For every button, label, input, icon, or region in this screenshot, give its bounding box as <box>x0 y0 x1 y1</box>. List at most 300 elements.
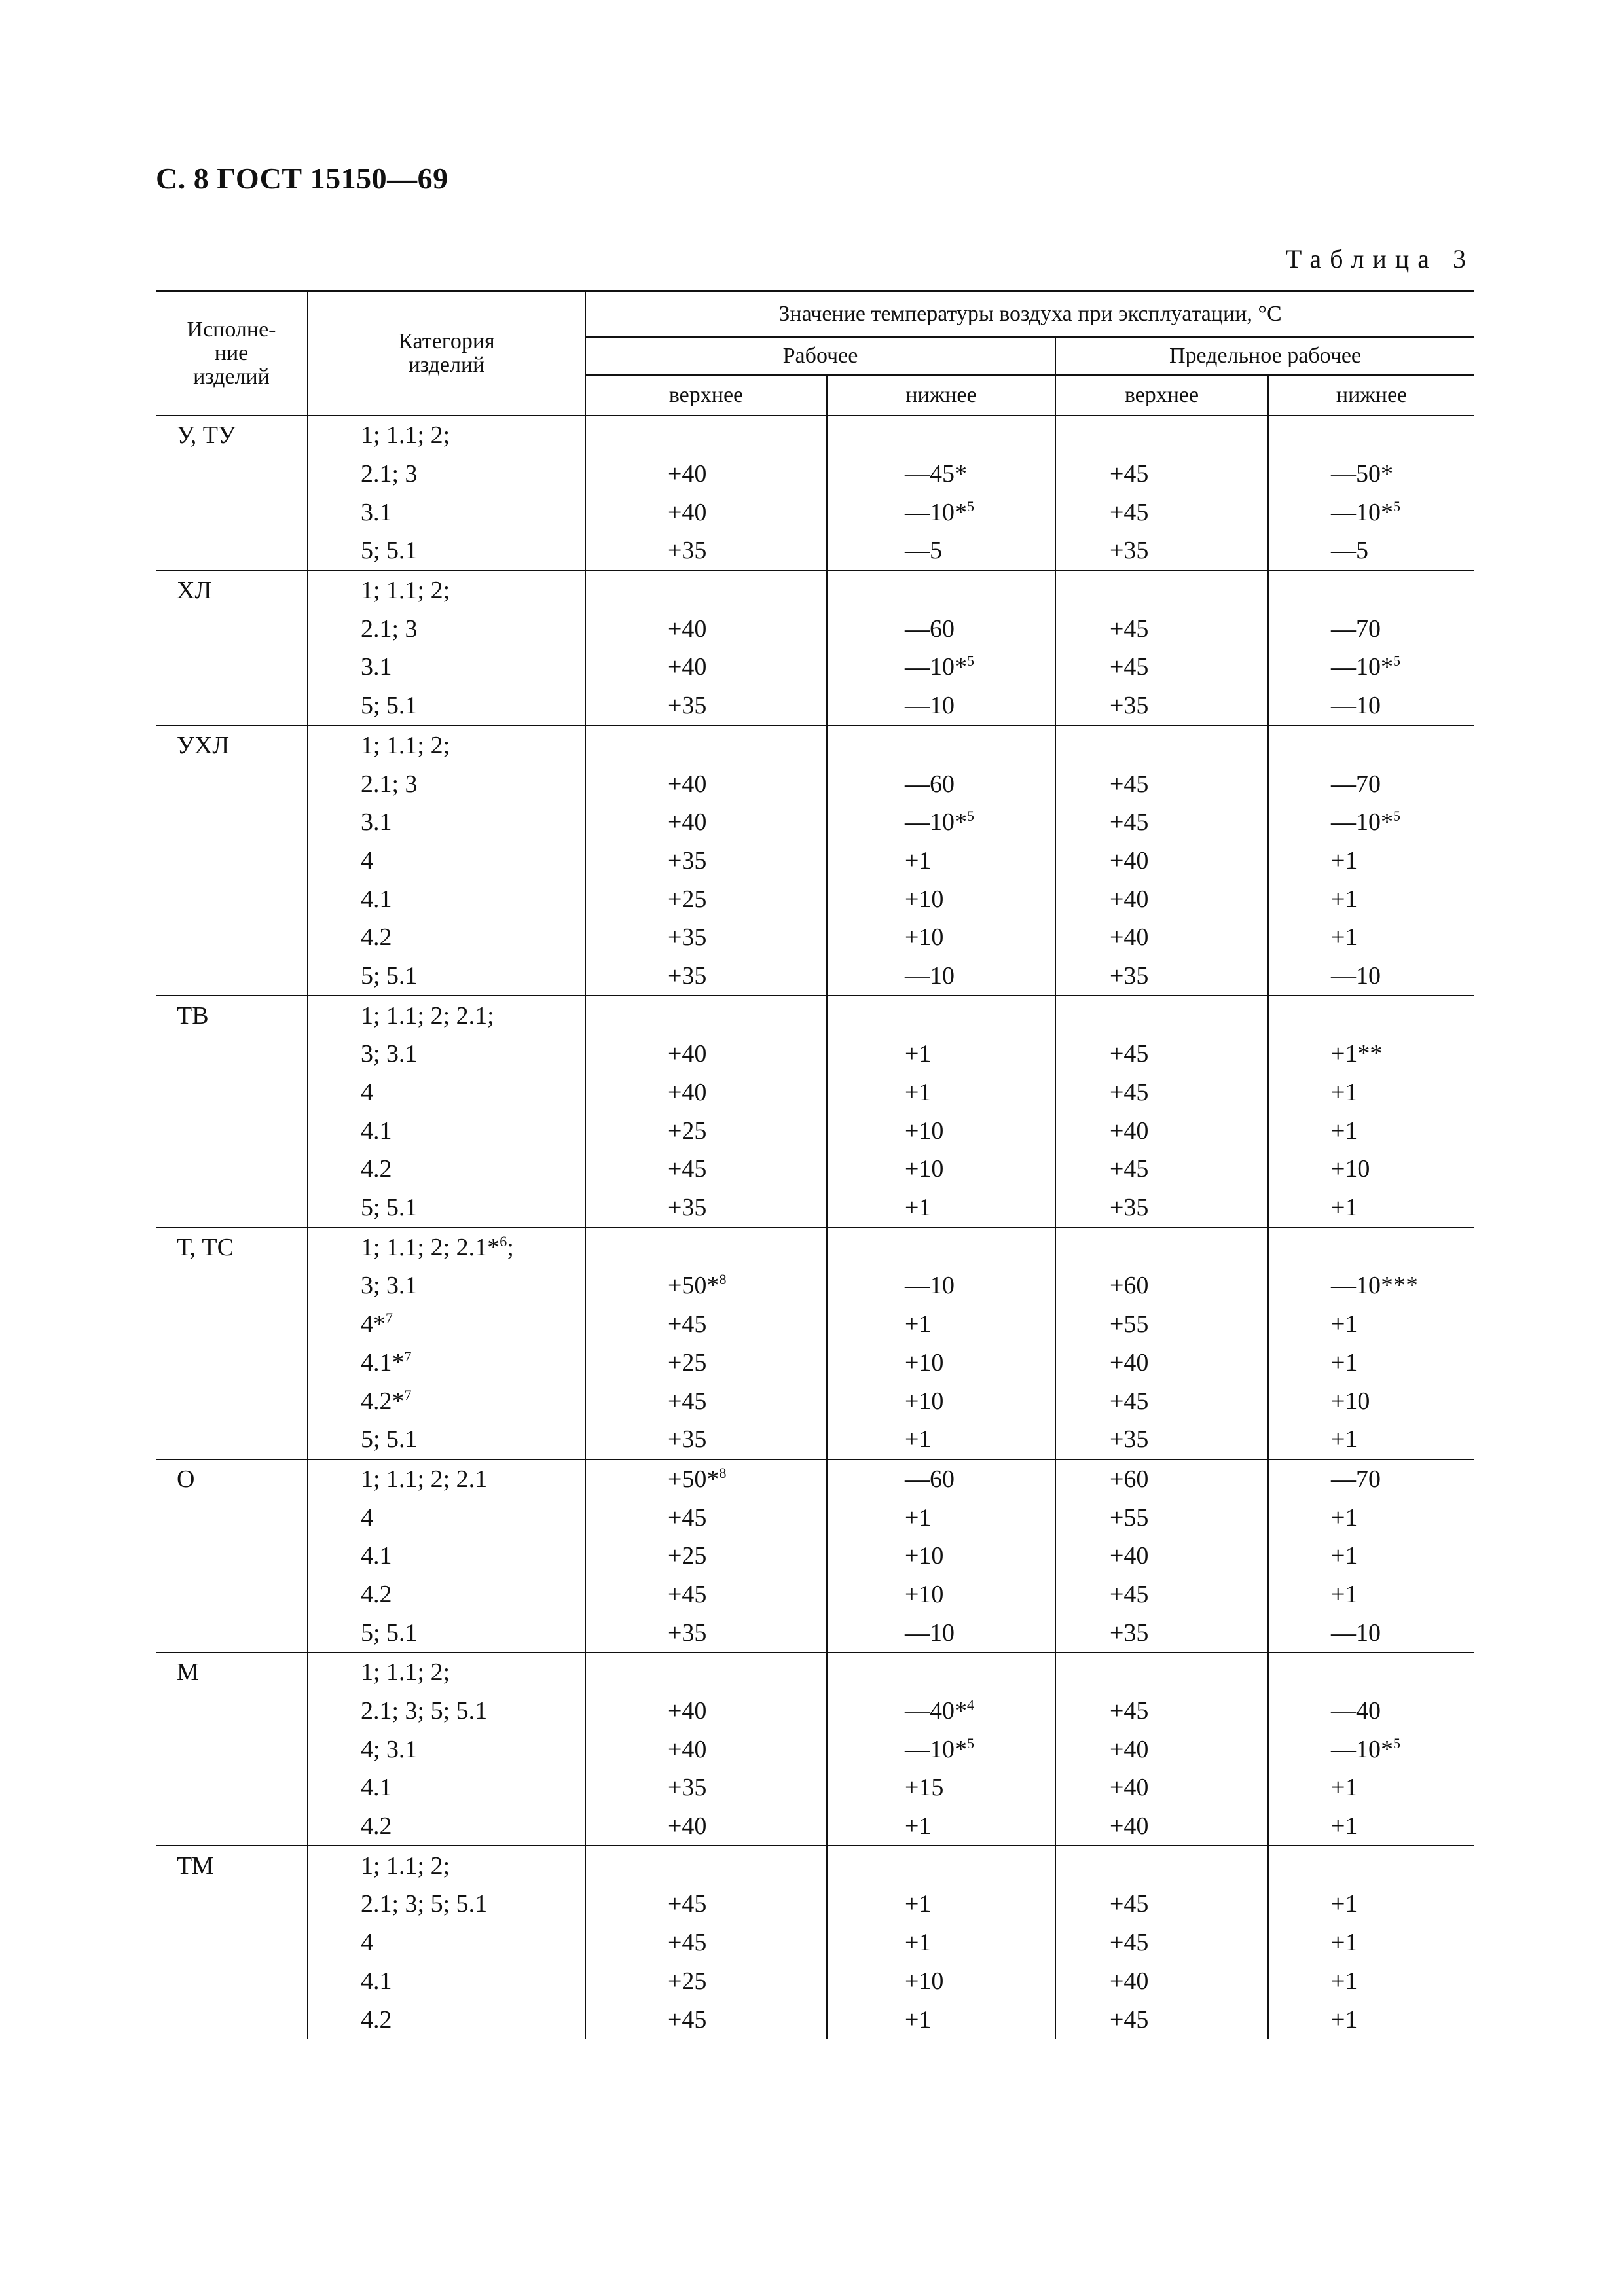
header-limit-upper: верхнее <box>1055 375 1268 416</box>
cell-category: 5; 5.1 <box>308 1613 585 1653</box>
table-row <box>156 531 1474 571</box>
cell-working-lower: —40*$^4$ <box>827 1692 1055 1731</box>
cell-limit-lower <box>1268 1653 1474 1692</box>
cell-execution <box>156 1924 308 1962</box>
table-row <box>156 2000 1474 2039</box>
cell-execution <box>156 1962 308 2001</box>
cell-limit-lower: +1 <box>1331 1774 1358 1802</box>
cell-limit-lower: +1 <box>1331 846 1358 874</box>
cell-working-upper: +25 <box>585 1537 827 1575</box>
cell-category: 5; 5.1 <box>308 1420 585 1460</box>
cell-working-upper: +40 <box>585 648 827 687</box>
cell-category: 4.1 <box>308 1768 585 1807</box>
cell-category: 4 <box>308 1924 585 1962</box>
cell-limit-lower: +1** <box>1331 1040 1383 1068</box>
cell-category: 3; 3.1 <box>308 1035 585 1073</box>
cell-working-upper: +35 <box>585 1768 827 1807</box>
cell-limit-upper: +55 <box>1055 1305 1268 1344</box>
cell-limit-lower: —10*$^5$ <box>1331 1734 1400 1763</box>
table-row <box>156 1073 1474 1112</box>
table-row <box>156 1575 1474 1614</box>
cell-limit-upper <box>1055 571 1268 610</box>
cell-execution <box>156 1807 308 1846</box>
cell-limit-upper: +45 <box>1055 1150 1268 1189</box>
table-row <box>156 996 1474 1035</box>
cell-category: 1; 1.1; 2; 2.1; <box>308 996 585 1035</box>
cell-category: 4.2 <box>308 1150 585 1189</box>
cell-working-lower: +10 <box>827 1382 1055 1420</box>
cell-working-lower: —10 <box>827 1613 1055 1653</box>
cell-execution <box>156 1537 308 1575</box>
table-body <box>156 416 1474 2039</box>
cell-working-lower: —5 <box>827 531 1055 571</box>
cell-working-lower: +10 <box>827 1537 1055 1575</box>
cell-limit-upper: +40 <box>1055 1768 1268 1807</box>
cell-execution <box>156 880 308 918</box>
table-row <box>156 1885 1474 1924</box>
cell-category: 4 <box>308 842 585 880</box>
cell-limit-lower: —10*** <box>1331 1272 1418 1300</box>
cell-limit-lower: +1 <box>1331 885 1358 913</box>
cell-limit-upper <box>1055 1227 1268 1266</box>
cell-limit-upper: +35 <box>1055 957 1268 996</box>
cell-limit-lower: +1 <box>1268 1189 1474 1228</box>
cell-category: 4.2 <box>308 918 585 957</box>
cell-working-upper: +45 <box>585 1924 827 1962</box>
table-row <box>156 687 1474 726</box>
table-row <box>156 1692 1474 1731</box>
cell-limit-lower: +1 <box>1331 1079 1358 1107</box>
cell-limit-upper: +45 <box>1055 609 1268 648</box>
cell-limit-upper: +45 <box>1055 1692 1268 1731</box>
table-row <box>156 1227 1474 1266</box>
table-row <box>156 1653 1474 1692</box>
cell-execution <box>156 1189 308 1228</box>
cell-execution <box>156 842 308 880</box>
cell-working-lower <box>827 416 1055 455</box>
cell-execution <box>156 609 308 648</box>
cell-working-lower <box>827 1653 1055 1692</box>
table-label: Таблица 3 <box>1285 244 1474 274</box>
table-row <box>156 1189 1474 1228</box>
cell-category: 1; 1.1; 2; <box>308 1653 585 1692</box>
table-row <box>156 648 1474 687</box>
table-row <box>156 1344 1474 1382</box>
cell-working-upper <box>585 996 827 1035</box>
cell-working-lower: +1 <box>827 1073 1055 1112</box>
cell-execution <box>156 918 308 957</box>
cell-working-lower: +1 <box>827 1807 1055 1846</box>
cell-limit-lower: +10 <box>1331 1387 1370 1415</box>
cell-limit-lower <box>1268 1846 1474 1885</box>
cell-category: 1; 1.1; 2; <box>308 416 585 455</box>
table-row <box>156 1924 1474 1962</box>
cell-working-upper: +40 <box>585 764 827 803</box>
cell-category: 4*$^7$ <box>308 1305 585 1344</box>
table-row <box>156 918 1474 957</box>
cell-working-upper: +35 <box>585 1420 827 1460</box>
cell-working-lower: +10 <box>827 1344 1055 1382</box>
cell-limit-upper: +40 <box>1055 1111 1268 1150</box>
cell-working-lower: +1 <box>827 1305 1055 1344</box>
cell-working-upper: +40 <box>585 1073 827 1112</box>
cell-working-upper: +40 <box>585 493 827 531</box>
table-row <box>156 726 1474 765</box>
table-row <box>156 1150 1474 1189</box>
table-row <box>156 764 1474 803</box>
cell-category: 2.1; 3; 5; 5.1 <box>308 1692 585 1731</box>
cell-working-lower <box>827 1846 1055 1885</box>
table-row <box>156 493 1474 531</box>
table-row <box>156 1768 1474 1807</box>
cell-working-upper: +40 <box>585 1692 827 1731</box>
cell-limit-upper <box>1055 1846 1268 1885</box>
cell-execution <box>156 1266 308 1305</box>
cell-category: 1; 1.1; 2; <box>308 571 585 610</box>
table-row <box>156 455 1474 493</box>
cell-limit-lower: +1 <box>1331 1929 1358 1957</box>
cell-execution <box>156 1305 308 1344</box>
cell-execution: ТВ <box>156 996 308 1035</box>
cell-limit-lower <box>1268 571 1474 610</box>
cell-execution <box>156 1768 308 1807</box>
header-working-upper: верхнее <box>585 375 827 416</box>
cell-working-upper: +45 <box>585 1382 827 1420</box>
header-category: Категория изделий <box>308 291 585 416</box>
cell-limit-upper: +55 <box>1055 1498 1268 1537</box>
cell-limit-upper: +35 <box>1055 1420 1268 1460</box>
cell-category: 5; 5.1 <box>308 1189 585 1228</box>
cell-execution <box>156 531 308 571</box>
cell-limit-upper: +45 <box>1055 2000 1268 2039</box>
cell-working-lower <box>827 1227 1055 1266</box>
cell-working-upper: +45 <box>585 1305 827 1344</box>
cell-category: 4 <box>308 1073 585 1112</box>
cell-limit-lower: +1 <box>1268 1420 1474 1460</box>
cell-limit-lower: —10*$^5$ <box>1331 808 1400 836</box>
cell-working-upper: +40 <box>585 609 827 648</box>
cell-category: 4 <box>308 1498 585 1537</box>
cell-category: 3; 3.1 <box>308 1266 585 1305</box>
cell-limit-upper: +35 <box>1055 1613 1268 1653</box>
cell-limit-lower: +1 <box>1331 1580 1358 1608</box>
cell-working-lower: +1 <box>827 1885 1055 1924</box>
cell-limit-lower: +1 <box>1331 1503 1358 1532</box>
header-limit-lower: нижнее <box>1268 375 1474 416</box>
cell-category: 5; 5.1 <box>308 687 585 726</box>
cell-category: 5; 5.1 <box>308 531 585 571</box>
cell-category: 4.2*$^7$ <box>308 1382 585 1420</box>
table-row <box>156 1498 1474 1537</box>
header-temp-group: Значение температуры воздуха при эксплуатации, °С <box>585 291 1474 338</box>
cell-working-upper: +45 <box>585 1575 827 1614</box>
cell-category: 2.1; 3; 5; 5.1 <box>308 1885 585 1924</box>
cell-category: 4.1 <box>308 1111 585 1150</box>
cell-category: 2.1; 3 <box>308 609 585 648</box>
table-row <box>156 1266 1474 1305</box>
cell-working-upper: +35 <box>585 1613 827 1653</box>
cell-working-upper: +40 <box>585 1035 827 1073</box>
header-working-lower: нижнее <box>827 375 1055 416</box>
cell-limit-lower: +1 <box>1331 1890 1358 1918</box>
cell-limit-lower: +1 <box>1331 1348 1358 1376</box>
table-row <box>156 803 1474 842</box>
cell-execution <box>156 1498 308 1537</box>
cell-limit-lower: —10 <box>1268 687 1474 726</box>
table-row <box>156 1730 1474 1768</box>
cell-working-lower: +1 <box>827 1498 1055 1537</box>
cell-working-lower: —60 <box>827 609 1055 648</box>
cell-working-lower <box>827 996 1055 1035</box>
table-row <box>156 1382 1474 1420</box>
cell-category: 3.1 <box>308 803 585 842</box>
cell-execution <box>156 1382 308 1420</box>
cell-limit-upper: +40 <box>1055 880 1268 918</box>
cell-limit-upper: +60 <box>1055 1460 1268 1499</box>
table-row <box>156 609 1474 648</box>
table-row <box>156 1846 1474 1885</box>
cell-working-upper <box>585 571 827 610</box>
cell-limit-upper <box>1055 726 1268 765</box>
table-row <box>156 1111 1474 1150</box>
cell-execution <box>156 1150 308 1189</box>
cell-working-lower: +1 <box>827 1924 1055 1962</box>
cell-limit-lower: +1 <box>1331 1967 1358 1995</box>
cell-category: 5; 5.1 <box>308 957 585 996</box>
cell-execution: Т, ТС <box>156 1227 308 1266</box>
cell-limit-lower: —10 <box>1268 957 1474 996</box>
cell-working-lower: —10*$^5$ <box>827 493 1055 531</box>
cell-limit-upper: +35 <box>1055 687 1268 726</box>
cell-limit-upper: +35 <box>1055 1189 1268 1228</box>
cell-working-lower: +10 <box>827 880 1055 918</box>
cell-execution <box>156 455 308 493</box>
cell-working-upper: +40 <box>585 455 827 493</box>
cell-execution <box>156 1730 308 1768</box>
cell-working-lower: +1 <box>827 1189 1055 1228</box>
table-row <box>156 957 1474 996</box>
table-row <box>156 842 1474 880</box>
cell-working-upper <box>585 1227 827 1266</box>
cell-working-lower: +1 <box>827 842 1055 880</box>
cell-working-upper: +40 <box>585 1807 827 1846</box>
table-row <box>156 880 1474 918</box>
cell-category: 4.2 <box>308 1807 585 1846</box>
cell-working-lower: —10*$^5$ <box>827 648 1055 687</box>
cell-working-upper: +45 <box>585 1150 827 1189</box>
cell-limit-upper <box>1055 416 1268 455</box>
cell-execution <box>156 648 308 687</box>
cell-working-upper: +35 <box>585 957 827 996</box>
cell-limit-upper: +45 <box>1055 1885 1268 1924</box>
cell-working-upper: +35 <box>585 1189 827 1228</box>
table-row <box>156 571 1474 610</box>
cell-limit-lower <box>1268 726 1474 765</box>
cell-limit-lower: +1 <box>1331 1310 1358 1338</box>
cell-limit-upper: +60 <box>1055 1266 1268 1305</box>
cell-execution <box>156 1111 308 1150</box>
cell-category: 3.1 <box>308 648 585 687</box>
cell-working-lower: +1 <box>827 1035 1055 1073</box>
cell-limit-upper <box>1055 1653 1268 1692</box>
header-limit-working: Предельное рабочее <box>1055 337 1474 375</box>
cell-working-upper: +35 <box>585 531 827 571</box>
header-working: Рабочее <box>585 337 1055 375</box>
cell-execution <box>156 803 308 842</box>
cell-working-upper: +25 <box>585 1111 827 1150</box>
cell-execution <box>156 957 308 996</box>
cell-working-upper: +40 <box>585 803 827 842</box>
cell-limit-upper: +40 <box>1055 1730 1268 1768</box>
cell-limit-lower: +1 <box>1331 924 1358 952</box>
cell-category: 4.2 <box>308 1575 585 1614</box>
table-row <box>156 1460 1474 1499</box>
table-row <box>156 1613 1474 1653</box>
cell-limit-upper: +40 <box>1055 1807 1268 1846</box>
cell-limit-lower: —70 <box>1331 615 1381 643</box>
cell-execution <box>156 1885 308 1924</box>
cell-limit-lower: —40 <box>1331 1697 1381 1725</box>
cell-execution <box>156 1692 308 1731</box>
cell-limit-upper: +40 <box>1055 842 1268 880</box>
cell-category: 2.1; 3 <box>308 764 585 803</box>
cell-working-upper: +25 <box>585 1962 827 2001</box>
cell-working-lower: +10 <box>827 1111 1055 1150</box>
table-row <box>156 1807 1474 1846</box>
cell-limit-upper: +45 <box>1055 803 1268 842</box>
cell-limit-upper: +40 <box>1055 1537 1268 1575</box>
cell-limit-upper: +45 <box>1055 455 1268 493</box>
cell-execution: У, ТУ <box>156 416 308 455</box>
cell-execution <box>156 687 308 726</box>
cell-limit-upper: +45 <box>1055 493 1268 531</box>
cell-limit-upper: +35 <box>1055 531 1268 571</box>
cell-working-upper: +45 <box>585 1498 827 1537</box>
cell-working-upper <box>585 1846 827 1885</box>
cell-working-upper <box>585 726 827 765</box>
table-row <box>156 1420 1474 1460</box>
cell-working-lower: —10 <box>827 957 1055 996</box>
table-row <box>156 416 1474 455</box>
cell-working-upper: +45 <box>585 1885 827 1924</box>
cell-execution <box>156 1613 308 1653</box>
cell-limit-upper: +45 <box>1055 1575 1268 1614</box>
cell-working-upper: +50*$^8$ <box>585 1460 827 1499</box>
cell-working-lower: +10 <box>827 918 1055 957</box>
cell-category: 1; 1.1; 2; 2.1 <box>308 1460 585 1499</box>
cell-limit-lower: —50* <box>1331 460 1393 488</box>
cell-category: 1; 1.1; 2; <box>308 1846 585 1885</box>
cell-limit-lower: —5 <box>1268 531 1474 571</box>
cell-execution <box>156 1344 308 1382</box>
cell-execution <box>156 493 308 531</box>
cell-working-lower: —10 <box>827 687 1055 726</box>
table-row <box>156 1035 1474 1073</box>
cell-category: 3.1 <box>308 493 585 531</box>
cell-working-lower: +15 <box>827 1768 1055 1807</box>
cell-limit-lower <box>1268 1227 1474 1266</box>
cell-execution: ТМ <box>156 1846 308 1885</box>
temperature-table <box>156 290 1474 2039</box>
cell-limit-lower: +1 <box>1331 1542 1358 1570</box>
cell-limit-lower <box>1268 996 1474 1035</box>
cell-limit-lower: —70 <box>1331 1465 1381 1493</box>
cell-limit-lower: +10 <box>1331 1155 1370 1183</box>
cell-category: 1; 1.1; 2; 2.1*$^6$; <box>308 1227 585 1266</box>
cell-category: 2.1; 3 <box>308 455 585 493</box>
cell-limit-upper: +40 <box>1055 1344 1268 1382</box>
cell-working-lower: +1 <box>827 2000 1055 2039</box>
cell-limit-lower: +1 <box>1331 1117 1358 1145</box>
cell-limit-lower: —70 <box>1331 770 1381 798</box>
table-row <box>156 1962 1474 2001</box>
cell-working-lower <box>827 571 1055 610</box>
cell-working-upper: +25 <box>585 1344 827 1382</box>
cell-limit-upper: +45 <box>1055 648 1268 687</box>
cell-category: 4; 3.1 <box>308 1730 585 1768</box>
cell-execution <box>156 764 308 803</box>
cell-category: 4.1 <box>308 880 585 918</box>
cell-working-lower: —45* <box>827 455 1055 493</box>
cell-working-lower: —10*$^5$ <box>827 803 1055 842</box>
cell-limit-lower: +1 <box>1268 1807 1474 1846</box>
cell-working-lower: —60 <box>827 764 1055 803</box>
cell-category: 4.1*$^7$ <box>308 1344 585 1382</box>
page-header: С. 8 ГОСТ 15150—69 <box>156 162 448 195</box>
cell-working-lower: +1 <box>827 1420 1055 1460</box>
cell-working-lower: +10 <box>827 1962 1055 2001</box>
cell-working-upper: +45 <box>585 2000 827 2039</box>
cell-execution: УХЛ <box>156 726 308 765</box>
cell-category: 4.2 <box>308 2000 585 2039</box>
cell-working-upper: +35 <box>585 687 827 726</box>
cell-working-lower: +10 <box>827 1150 1055 1189</box>
cell-category: 4.1 <box>308 1537 585 1575</box>
cell-working-upper <box>585 416 827 455</box>
cell-execution: О <box>156 1460 308 1499</box>
table-row <box>156 1305 1474 1344</box>
cell-working-lower: —60 <box>827 1460 1055 1499</box>
cell-limit-upper: +45 <box>1055 764 1268 803</box>
cell-working-upper: +40 <box>585 1730 827 1768</box>
cell-limit-upper <box>1055 996 1268 1035</box>
cell-working-lower <box>827 726 1055 765</box>
cell-limit-lower <box>1268 416 1474 455</box>
cell-working-upper: +25 <box>585 880 827 918</box>
cell-limit-upper: +45 <box>1055 1382 1268 1420</box>
cell-category: 1; 1.1; 2; <box>308 726 585 765</box>
cell-working-lower: —10 <box>827 1266 1055 1305</box>
cell-limit-lower: —10*$^5$ <box>1331 653 1400 681</box>
cell-limit-upper: +40 <box>1055 918 1268 957</box>
cell-working-lower: —10*$^5$ <box>827 1730 1055 1768</box>
cell-working-lower: +10 <box>827 1575 1055 1614</box>
cell-limit-upper: +45 <box>1055 1924 1268 1962</box>
cell-working-upper: +35 <box>585 918 827 957</box>
cell-execution <box>156 1035 308 1073</box>
cell-limit-upper: +45 <box>1055 1035 1268 1073</box>
cell-working-upper: +35 <box>585 842 827 880</box>
cell-execution <box>156 1575 308 1614</box>
cell-working-upper <box>585 1653 827 1692</box>
cell-execution <box>156 2000 308 2039</box>
cell-execution: ХЛ <box>156 571 308 610</box>
cell-execution <box>156 1073 308 1112</box>
cell-limit-lower: +1 <box>1331 2005 1358 2034</box>
cell-category: 4.1 <box>308 1962 585 2001</box>
cell-limit-upper: +45 <box>1055 1073 1268 1112</box>
cell-execution: М <box>156 1653 308 1692</box>
